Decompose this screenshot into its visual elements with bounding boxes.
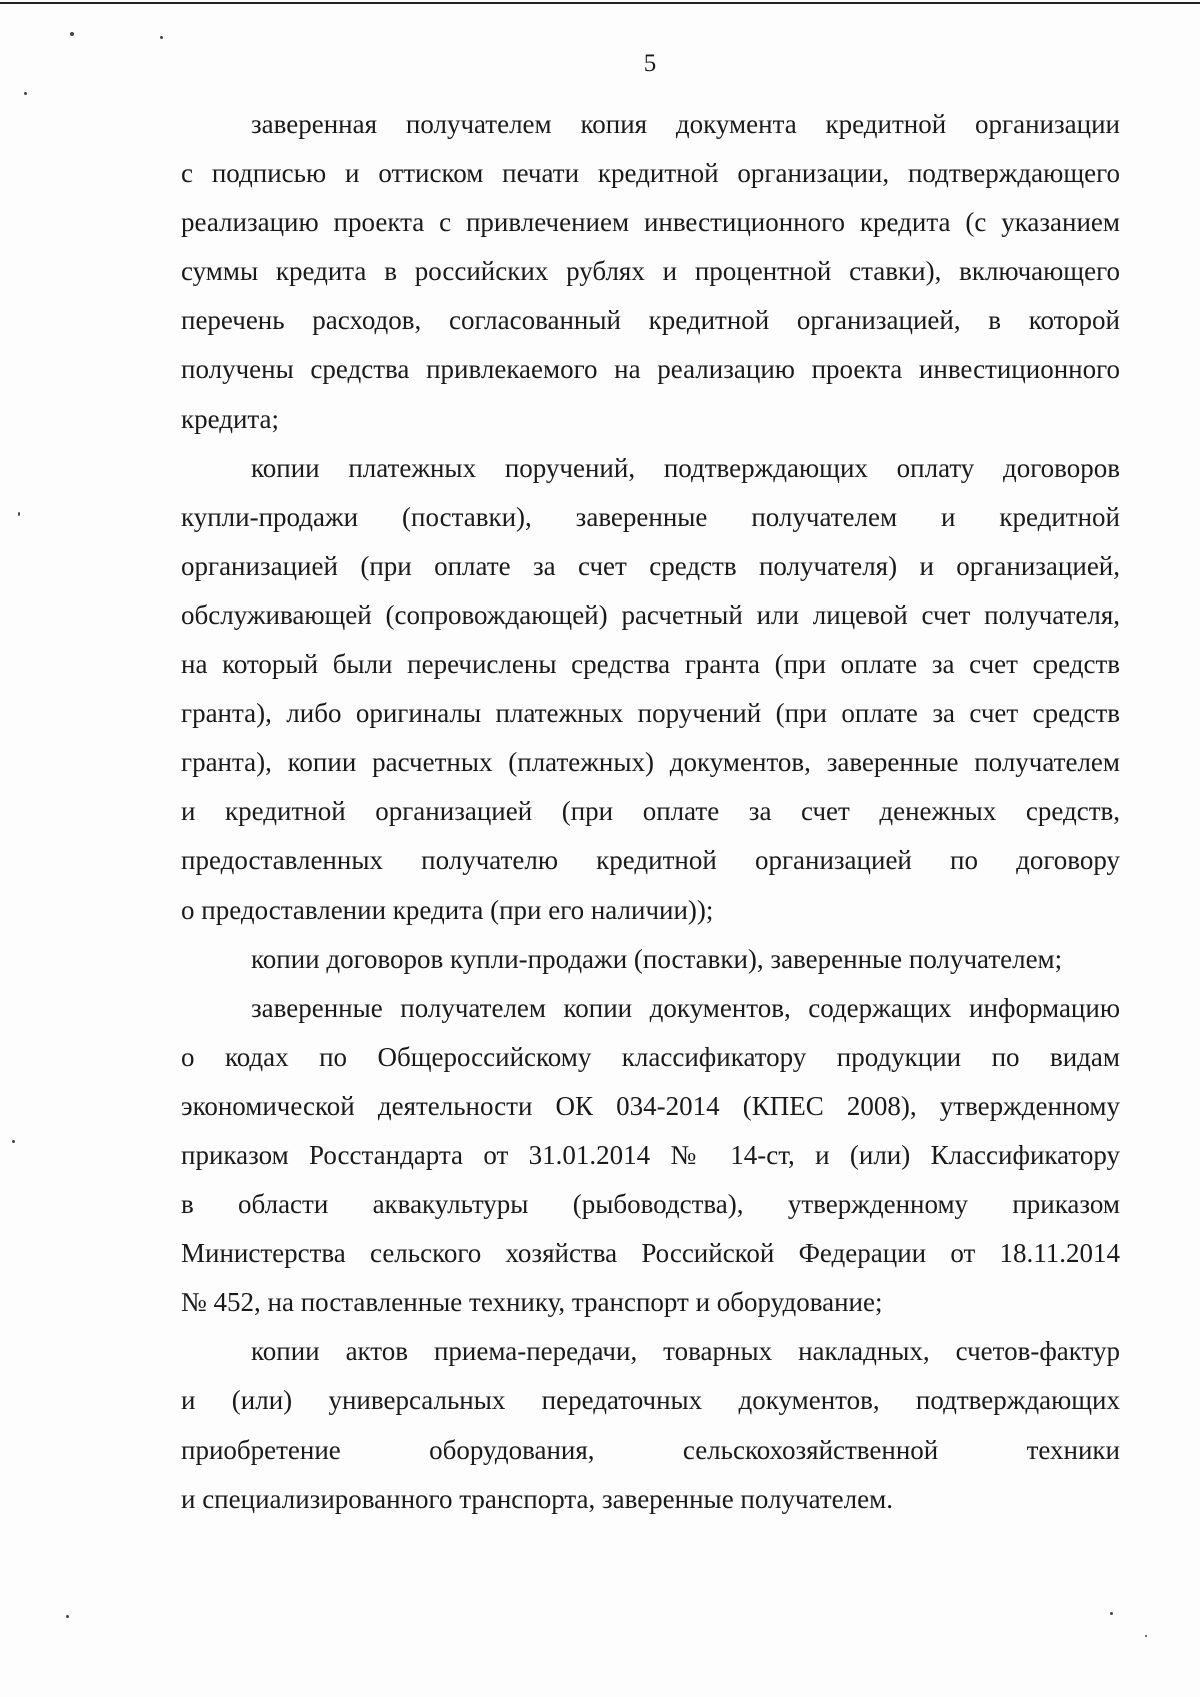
paragraph [181, 444, 1120, 935]
scan-speck [18, 512, 20, 516]
text-line: заверенная получателем копия документа кредитной организации [251, 109, 1120, 139]
text-line: гранта), либо оригиналы платежных поручений (при оплате за счет средств [181, 698, 1120, 729]
text-line: обслуживающей (сопровождающей) расчетный или лицевой счет получателя, [181, 599, 1120, 630]
scan-speck [1110, 1612, 1113, 1615]
text-line: копии актов приема-передачи, товарных накладных, счетов-фактур [251, 1336, 1120, 1367]
paragraph [181, 100, 1120, 444]
scan-speck [70, 32, 74, 36]
text-line: получены средства привлекаемого на реализацию проекта инвестиционного [181, 354, 1120, 385]
text-line: купли-продажи (поставки), заверенные получателем и кредитной [181, 501, 1120, 532]
scan-speck [160, 36, 163, 39]
text-line: суммы кредита в российских рублях и процентной ставки), включающего [181, 256, 1120, 287]
text-line: Министерства сельского хозяйства Российской Федерации от 18.11.2014 [181, 1238, 1120, 1269]
text-line: приказом Росстандарта от 31.01.2014 № 14-ст, и (или) Классификатору [181, 1139, 1120, 1170]
text-line: заверенные получателем копии документов, содержащих информацию [251, 992, 1120, 1023]
text-line: организацией (при оплате за счет средств получателя) и организацией, [181, 550, 1120, 581]
scan-speck [12, 1140, 15, 1143]
text-line: кредита; [181, 403, 280, 434]
text-line: реализацию проекта с привлечением инвестиционного кредита (с указанием [181, 207, 1120, 238]
text-line: экономической деятельности ОК 034-2014 (КПЕС 2008), утвержденному [181, 1090, 1120, 1121]
paragraph [181, 984, 1120, 1328]
text-line: о предоставлении кредита (при его наличии)); [181, 894, 714, 925]
text-line: о кодах по Общероссийскому классификатору продукции по видам [181, 1041, 1120, 1072]
text-line: на который были перечислены средства гранта (при оплате за счет средств [181, 649, 1120, 680]
top-border-line [0, 2, 1200, 4]
text-line: и кредитной организацией (при оплате за счет денежных средств, [181, 796, 1120, 827]
page-number: 5 [643, 50, 657, 77]
text-line: № 452, на поставленные технику, транспорт и оборудование; [181, 1287, 883, 1318]
text-line: в области аквакультуры (рыбоводства), утвержденному приказом [181, 1189, 1120, 1220]
paragraph [181, 1327, 1120, 1523]
text-line: копии платежных поручений, подтверждающих оплату договоров [251, 452, 1120, 483]
text-line: гранта), копии расчетных (платежных) документов, заверенные получателем [181, 747, 1120, 778]
scan-speck [24, 92, 27, 95]
text-line: перечень расходов, согласованный кредитной организацией, в которой [181, 305, 1120, 336]
text-line: предоставленных получателю кредитной организацией по договору [181, 845, 1120, 876]
text-line: и специализированного транспорта, заверенные получателем. [181, 1483, 893, 1514]
text-line: с подписью и оттиском печати кредитной организации, подтверждающего [181, 158, 1120, 189]
scan-speck [1145, 1635, 1147, 1637]
text-line: копии договоров купли-продажи (поставки), заверенные получателем; [251, 943, 1063, 974]
scan-speck [66, 1615, 69, 1618]
text-line: приобретение оборудования, сельскохозяйственной техники [181, 1434, 1120, 1465]
document-body [181, 100, 1120, 1524]
paragraph [181, 935, 1120, 984]
text-line: и (или) универсальных передаточных документов, подтверждающих [181, 1385, 1120, 1416]
